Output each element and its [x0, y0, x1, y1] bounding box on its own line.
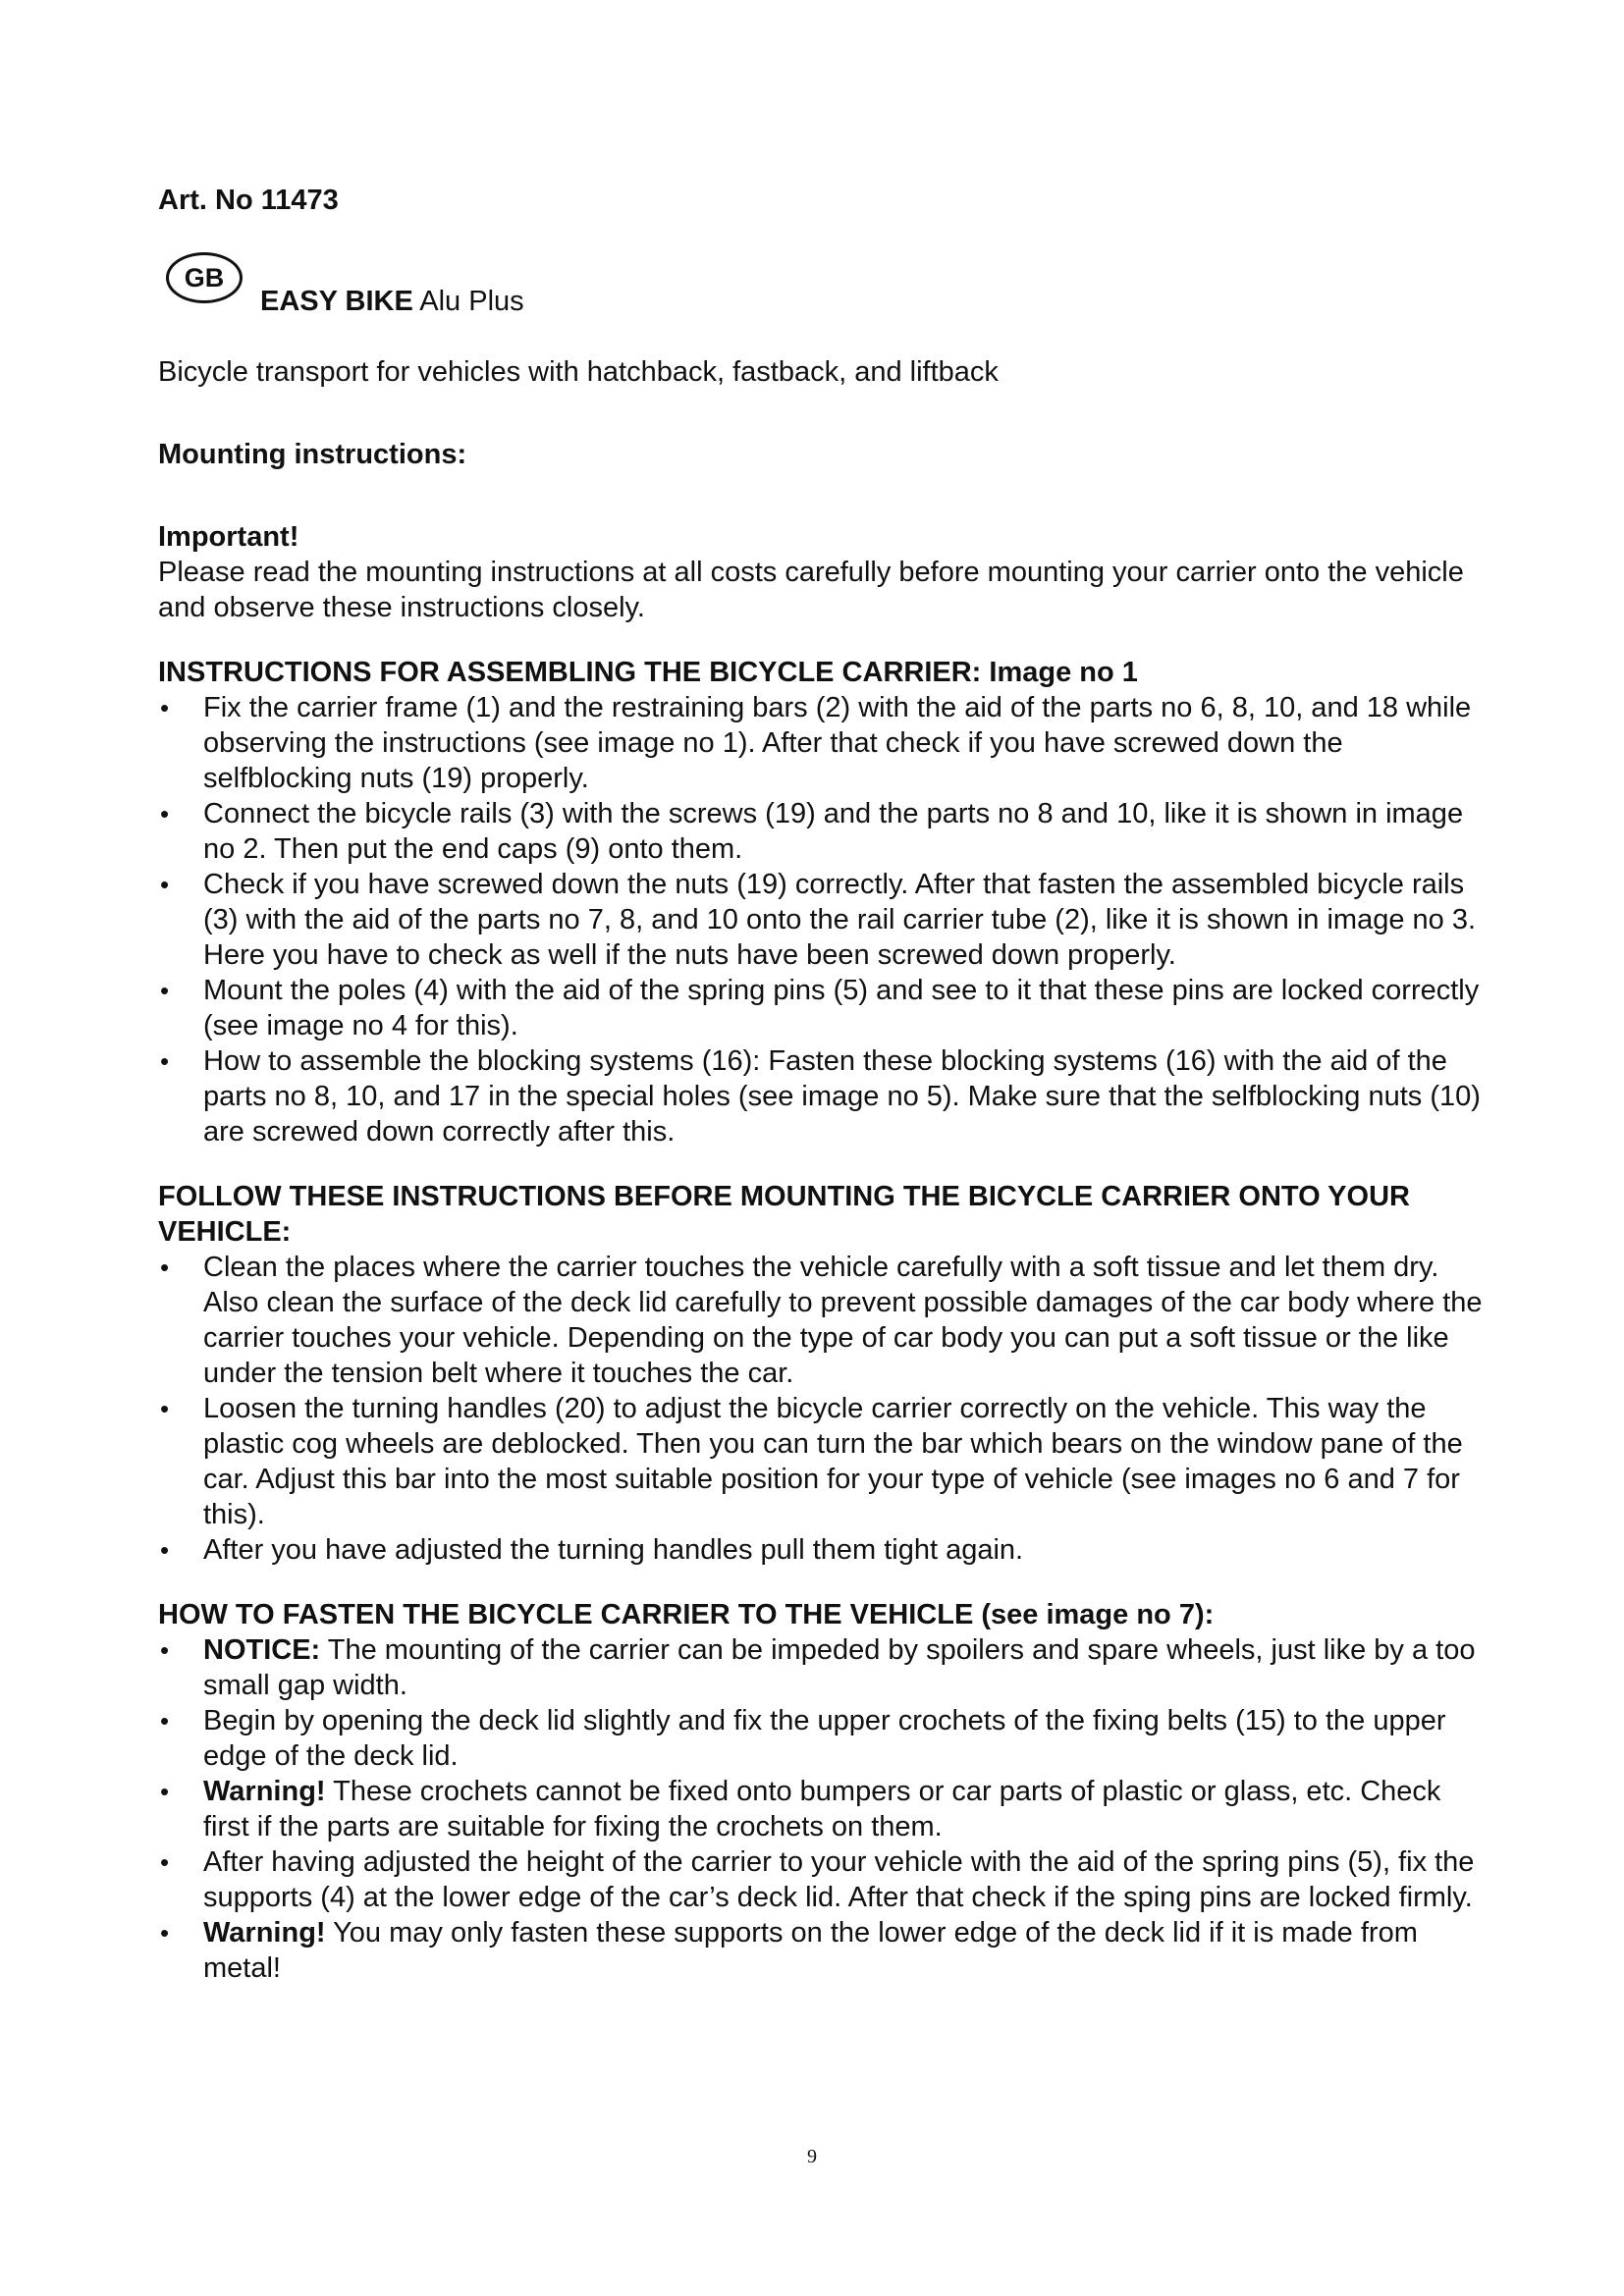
important-heading: Important!: [158, 521, 299, 553]
list-item: • Check if you have screwed down the nuts (19) correctly. After that fasten the assembled bicycle rails (3) with the aid of the parts no 7, 8, and 10 onto the rail carrier tube (2), like it is shown in image no 3. Here you have to check as well if the nuts have been screwed down properly.: [158, 867, 1493, 973]
list-item: • Connect the bicycle rails (3) with the screws (19) and the parts no 8 and 10, like it is shown in image no 2. Then put the end caps (9) onto them.: [158, 796, 1493, 867]
gb-language-badge: GB: [166, 252, 243, 303]
page-content: [158, 175, 1493, 1986]
list-item: • Clean the places where the carrier touches the vehicle carefully with a soft tissue and let them dry. Also clean the surface of the deck lid carefully to prevent possible damages of the car body where the carrier touches your vehicle. Depending on the type of car body you can put a soft tissue or the like under the tension belt where it touches the car.: [158, 1250, 1493, 1391]
important-text: Please read the mounting instructions at all costs carefully before mounting your carrier onto the vehicle and observe these instructions closely.: [158, 557, 1464, 623]
list-item: • Begin by opening the deck lid slightly and fix the upper crochets of the fixing belts (15) to the upper edge of the deck lid.: [158, 1703, 1493, 1774]
list-item: • Warning! You may only fasten these supports on the lower edge of the deck lid if it is made from metal!: [158, 1915, 1493, 1986]
article-number: Art. No 11473: [158, 185, 339, 216]
list-item: • NOTICE: The mounting of the carrier can be impeded by spoilers and spare wheels, just like by a too small gap width.: [158, 1632, 1493, 1703]
section-fasten-list: [158, 1632, 1493, 1986]
list-item: • Loosen the turning handles (20) to adjust the bicycle carrier correctly on the vehicle. This way the plastic cog wheels are deblocked. Then you can turn the bar which bears on the window pane of the car. Adjust this bar into the most suitable position for your type of vehicle (see images no 6 and 7 for this).: [158, 1391, 1493, 1532]
page-number: 9: [807, 2146, 817, 2167]
list-item: • Fix the carrier frame (1) and the restraining bars (2) with the aid of the parts no 6, 8, 10, and 18 while observing the instructions (see image no 1). After that check if you have screwed down the selfblocking nuts (19) properly.: [158, 690, 1493, 796]
product-model: Alu Plus: [419, 286, 524, 317]
section-fasten-heading: HOW TO FASTEN THE BICYCLE CARRIER TO THE VEHICLE (see image no 7):: [158, 1599, 1215, 1630]
section-before-mounting-list: [158, 1250, 1493, 1568]
product-title: [260, 286, 524, 318]
warning-label: Warning!: [203, 1917, 326, 1949]
section-assembling-heading: INSTRUCTIONS FOR ASSEMBLING THE BICYCLE CARRIER: Image no 1: [158, 657, 1138, 688]
product-subtitle: Bicycle transport for vehicles with hatchback, fastback, and liftback: [158, 356, 999, 388]
list-item: • How to assemble the blocking systems (16): Fasten these blocking systems (16) with the aid of the parts no 8, 10, and 17 in the special holes (see image no 5). Make sure that the selfblocking nuts (10) are screwed down correctly after this.: [158, 1043, 1493, 1149]
section-before-mounting-heading: FOLLOW THESE INSTRUCTIONS BEFORE MOUNTING THE BICYCLE CARRIER ONTO YOUR VEHICLE:: [158, 1181, 1410, 1248]
notice-label: NOTICE:: [203, 1634, 321, 1666]
mounting-heading: Mounting instructions:: [158, 439, 467, 470]
section-assembling-list: [158, 690, 1493, 1149]
list-item: • Warning! These crochets cannot be fixed onto bumpers or car parts of plastic or glass, etc. Check first if the parts are suitable for fixing the crochets on them.: [158, 1774, 1493, 1844]
list-item: • After having adjusted the height of the carrier to your vehicle with the aid of the spring pins (5), fix the supports (4) at the lower edge of the car’s deck lid. After that check if the sping pins are locked firmly.: [158, 1844, 1493, 1915]
list-item: • After you have adjusted the turning handles pull them tight again.: [158, 1532, 1493, 1568]
list-item: • Mount the poles (4) with the aid of the spring pins (5) and see to it that these pins are locked correctly (see image no 4 for this).: [158, 973, 1493, 1043]
product-title-row: [158, 250, 1493, 329]
warning-label: Warning!: [203, 1776, 326, 1807]
product-brand: EASY BIKE: [260, 286, 413, 317]
